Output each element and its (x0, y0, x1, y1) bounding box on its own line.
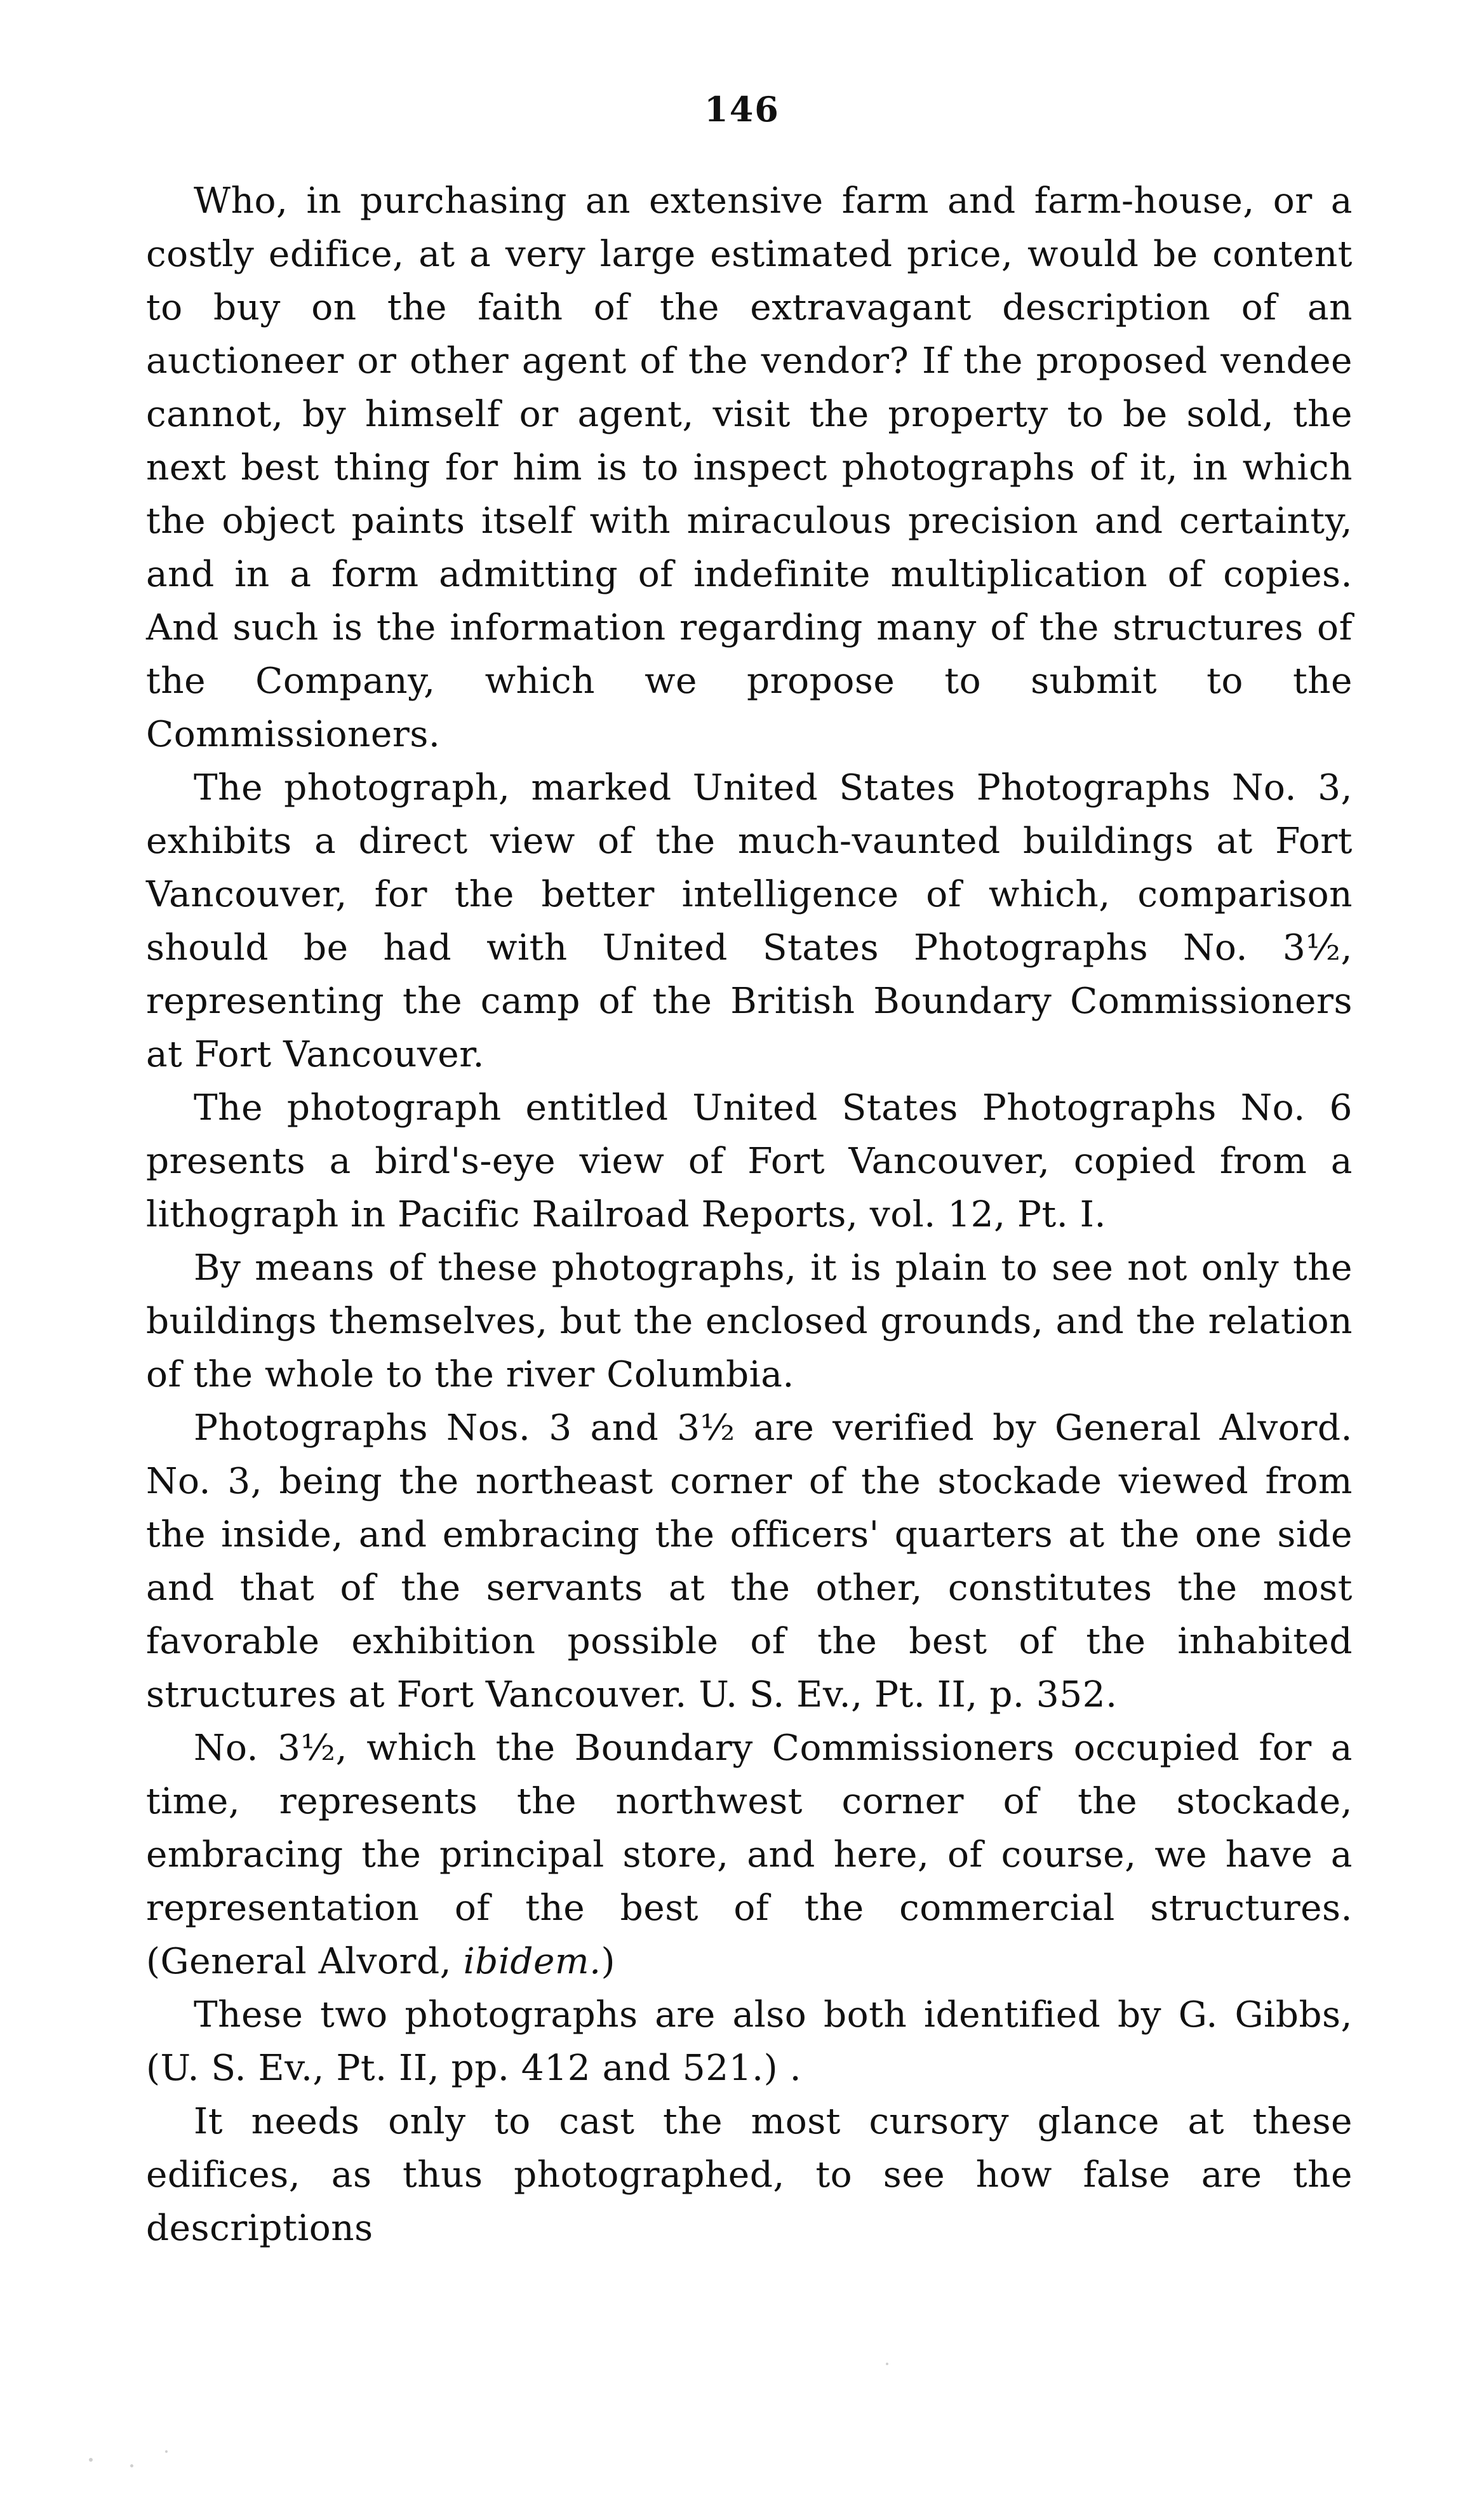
paragraph-photograph-no-6: The photograph entitled United States Photographs No. 6 presents a bird's-eye view of Fort Vancouver, copied from a lithograph in Pacific Railroad Reports, vol. 12, Pt. I. (146, 1087, 1353, 1235)
scan-speck (89, 2458, 93, 2462)
paragraph-no-3-half (146, 1722, 1353, 1989)
page-number: 146 (704, 89, 780, 130)
paragraph-verified-alvord: Photographs Nos. 3 and 3½ are verified by General Alvord. No. 3, being the northeast corner of the stockade viewed from the inside, and embracing the officers' quarters at the one side and that of the servants at the other, constitutes the most favorable exhibition possible of the best of the inhabited structures at Fort Vancouver. U. S. Ev., Pt. II, p. 352. (146, 1407, 1353, 1715)
scan-speck (886, 2363, 888, 2365)
paragraph-photograph-no-3: The photograph, marked United States Photographs No. 3, exhibits a direct view of the much-vaunted buildings at Fort Vancouver, for the better intelligence of which, comparison should be had with United States Photographs No. 3½, representing the camp of the British Boundary Commissioners at Fort Vancouver. (146, 767, 1353, 1075)
paragraph-no-3-half-tail: ) (601, 1941, 616, 1982)
ibidem-italic: ibidem. (463, 1941, 601, 1982)
paragraph-purchasing: Who, in purchasing an extensive farm and farm-house, or a costly edifice, at a very large estimated price, would be content to buy on the faith of the extravagant description of an auctioneer or other agent of the vendor? If the proposed vendee cannot, by himself or agent, visit the property to be sold, the next best thing for him is to inspect photographs of it, in which the object paints itself with miraculous precision and certainty, and in a form admitting of indefinite multiplication of copies. And such is the information regarding many of the structures of the Company, which we propose to submit to the Commissioners. (146, 180, 1353, 755)
paragraph-gibbs: These two photographs are also both identified by G. Gibbs, (U. S. Ev., Pt. II, pp. 412 and 521.) . (146, 1994, 1353, 2089)
body-text (146, 175, 1353, 2255)
scan-speck (130, 2464, 133, 2467)
scan-speck (165, 2450, 168, 2453)
paragraph-by-means: By means of these photographs, it is plain to see not only the buildings themselves, but the enclosed grounds, and the relation of the whole to the river Columbia. (146, 1247, 1353, 1395)
paragraph-no-3-half-text: No. 3½, which the Boundary Commissioners occupied for a time, represents the northwest corner of the stockade, embracing the principal store, and here, of course, we have a representation of the best of the commercial structures. (General Alvord, (146, 1728, 1353, 1982)
paragraph-cursory-glance: It needs only to cast the most cursory glance at these edifices, as thus photographed, to see how false are the descriptions (146, 2101, 1353, 2249)
